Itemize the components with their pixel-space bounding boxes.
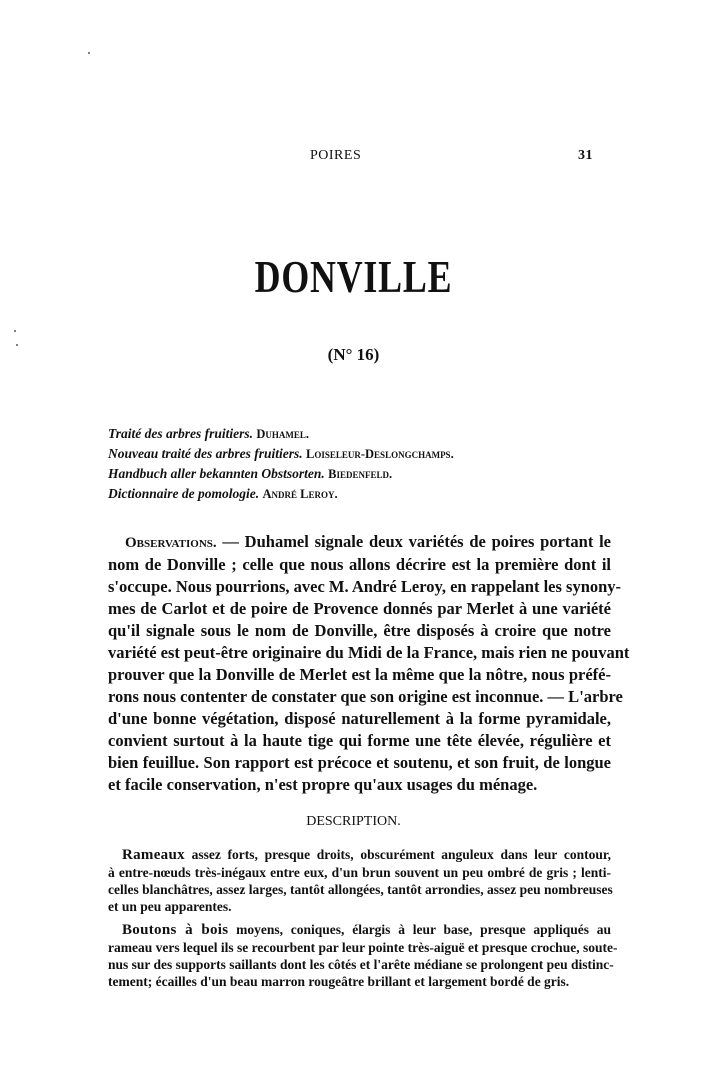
reference-author: André Leroy. [262,487,338,501]
text-segment: — Duhamel signale deux variétés de poires portant le [216,532,611,551]
text-line: qu'il signale sous le nom de Donville, être disposés à croire que notre [108,621,611,640]
text-line: celles blanchâtres, assez larges, tantôt allongées, tantôt arrondies, assez peu nombreuses [108,882,613,897]
reference-work: Traité des arbres fruitiers. [108,426,253,441]
observations-label: Observations. [125,535,217,551]
text-line: rameau vers lequel ils se recourbent par leur pointe très-aiguë et presque crochue, soute- [108,940,618,955]
reference-author: Biedenfeld. [328,467,393,481]
reference-author: Loiseleur-Deslongchamps. [306,447,454,461]
reference-item [108,464,454,484]
scan-speck [14,330,16,332]
text-line: rons nous contenter de constater que son origine est inconnue. — L'arbre [108,687,623,706]
references [108,424,454,504]
variety-number: (N° 16) [327,345,380,364]
text-line: variété est peut-être originaire du Midi de la France, mais rien ne pouvant [108,643,630,662]
reference-work: Nouveau traité des arbres fruitiers. [108,446,303,461]
description-body [108,846,618,990]
page-number: 31 [578,148,593,163]
reference-item [108,484,454,504]
reference-author: Duhamel. [256,427,310,441]
reference-work: Handbuch aller bekannten Obstsorten. [108,466,325,481]
text-line: nus sur des supports saillants dont les côtés et l'arête médiane se prolongent peu distinc- [108,957,614,972]
scan-speck [88,52,90,54]
reference-item [108,424,454,444]
text-line: tement; écailles d'un beau marron rougeâtre brillant et largement bordé de gris. [108,974,570,989]
reference-item [108,444,454,464]
text-line: et un peu apparentes. [108,899,232,914]
text-segment: moyens, coniques, élargis à leur base, presque appliqués au [228,922,611,937]
rameaux-label: Rameaux [122,847,185,863]
text-line: mes de Carlot et de poire de Provence donnés par Merlet à une variété [108,599,611,618]
text-line [108,846,611,864]
section-heading: DESCRIPTION. [306,814,401,829]
text-segment: assez forts, presque droits, obscurément anguleux dans leur contour, [184,847,611,862]
text-line [108,921,611,939]
reference-work: Dictionnaire de pomologie. [108,486,260,501]
text-line: prouver que la Donville de Merlet est la même que la nôtre, nous préfé- [108,665,611,684]
text-line: s'occupe. Nous pourrions, avec M. André Leroy, en rappelant les synony- [108,577,622,596]
boutons-label: Boutons à bois [122,922,229,938]
text-line: et facile conservation, n'est propre qu'aux usages du ménage. [108,775,538,794]
observations-paragraph [108,531,630,796]
text-line [108,531,611,554]
text-line: à entre-nœuds très-inégaux entre eux, d'un brun souvent un peu ombré de gris ; lenti- [108,865,611,880]
text-line: nom de Donville ; celle que nous allons décrire est la première dont il [108,555,611,574]
running-title: POIRES [310,148,362,163]
text-line: d'une bonne végétation, disposé naturellement à la forme pyramidale, [108,709,611,728]
text-line: convient surtout à la haute tige qui forme une tête élevée, régulière et [108,731,611,750]
page-title: DONVILLE [254,251,453,302]
text-line: bien feuillue. Son rapport est précoce et soutenu, et son fruit, de longue [108,753,611,772]
